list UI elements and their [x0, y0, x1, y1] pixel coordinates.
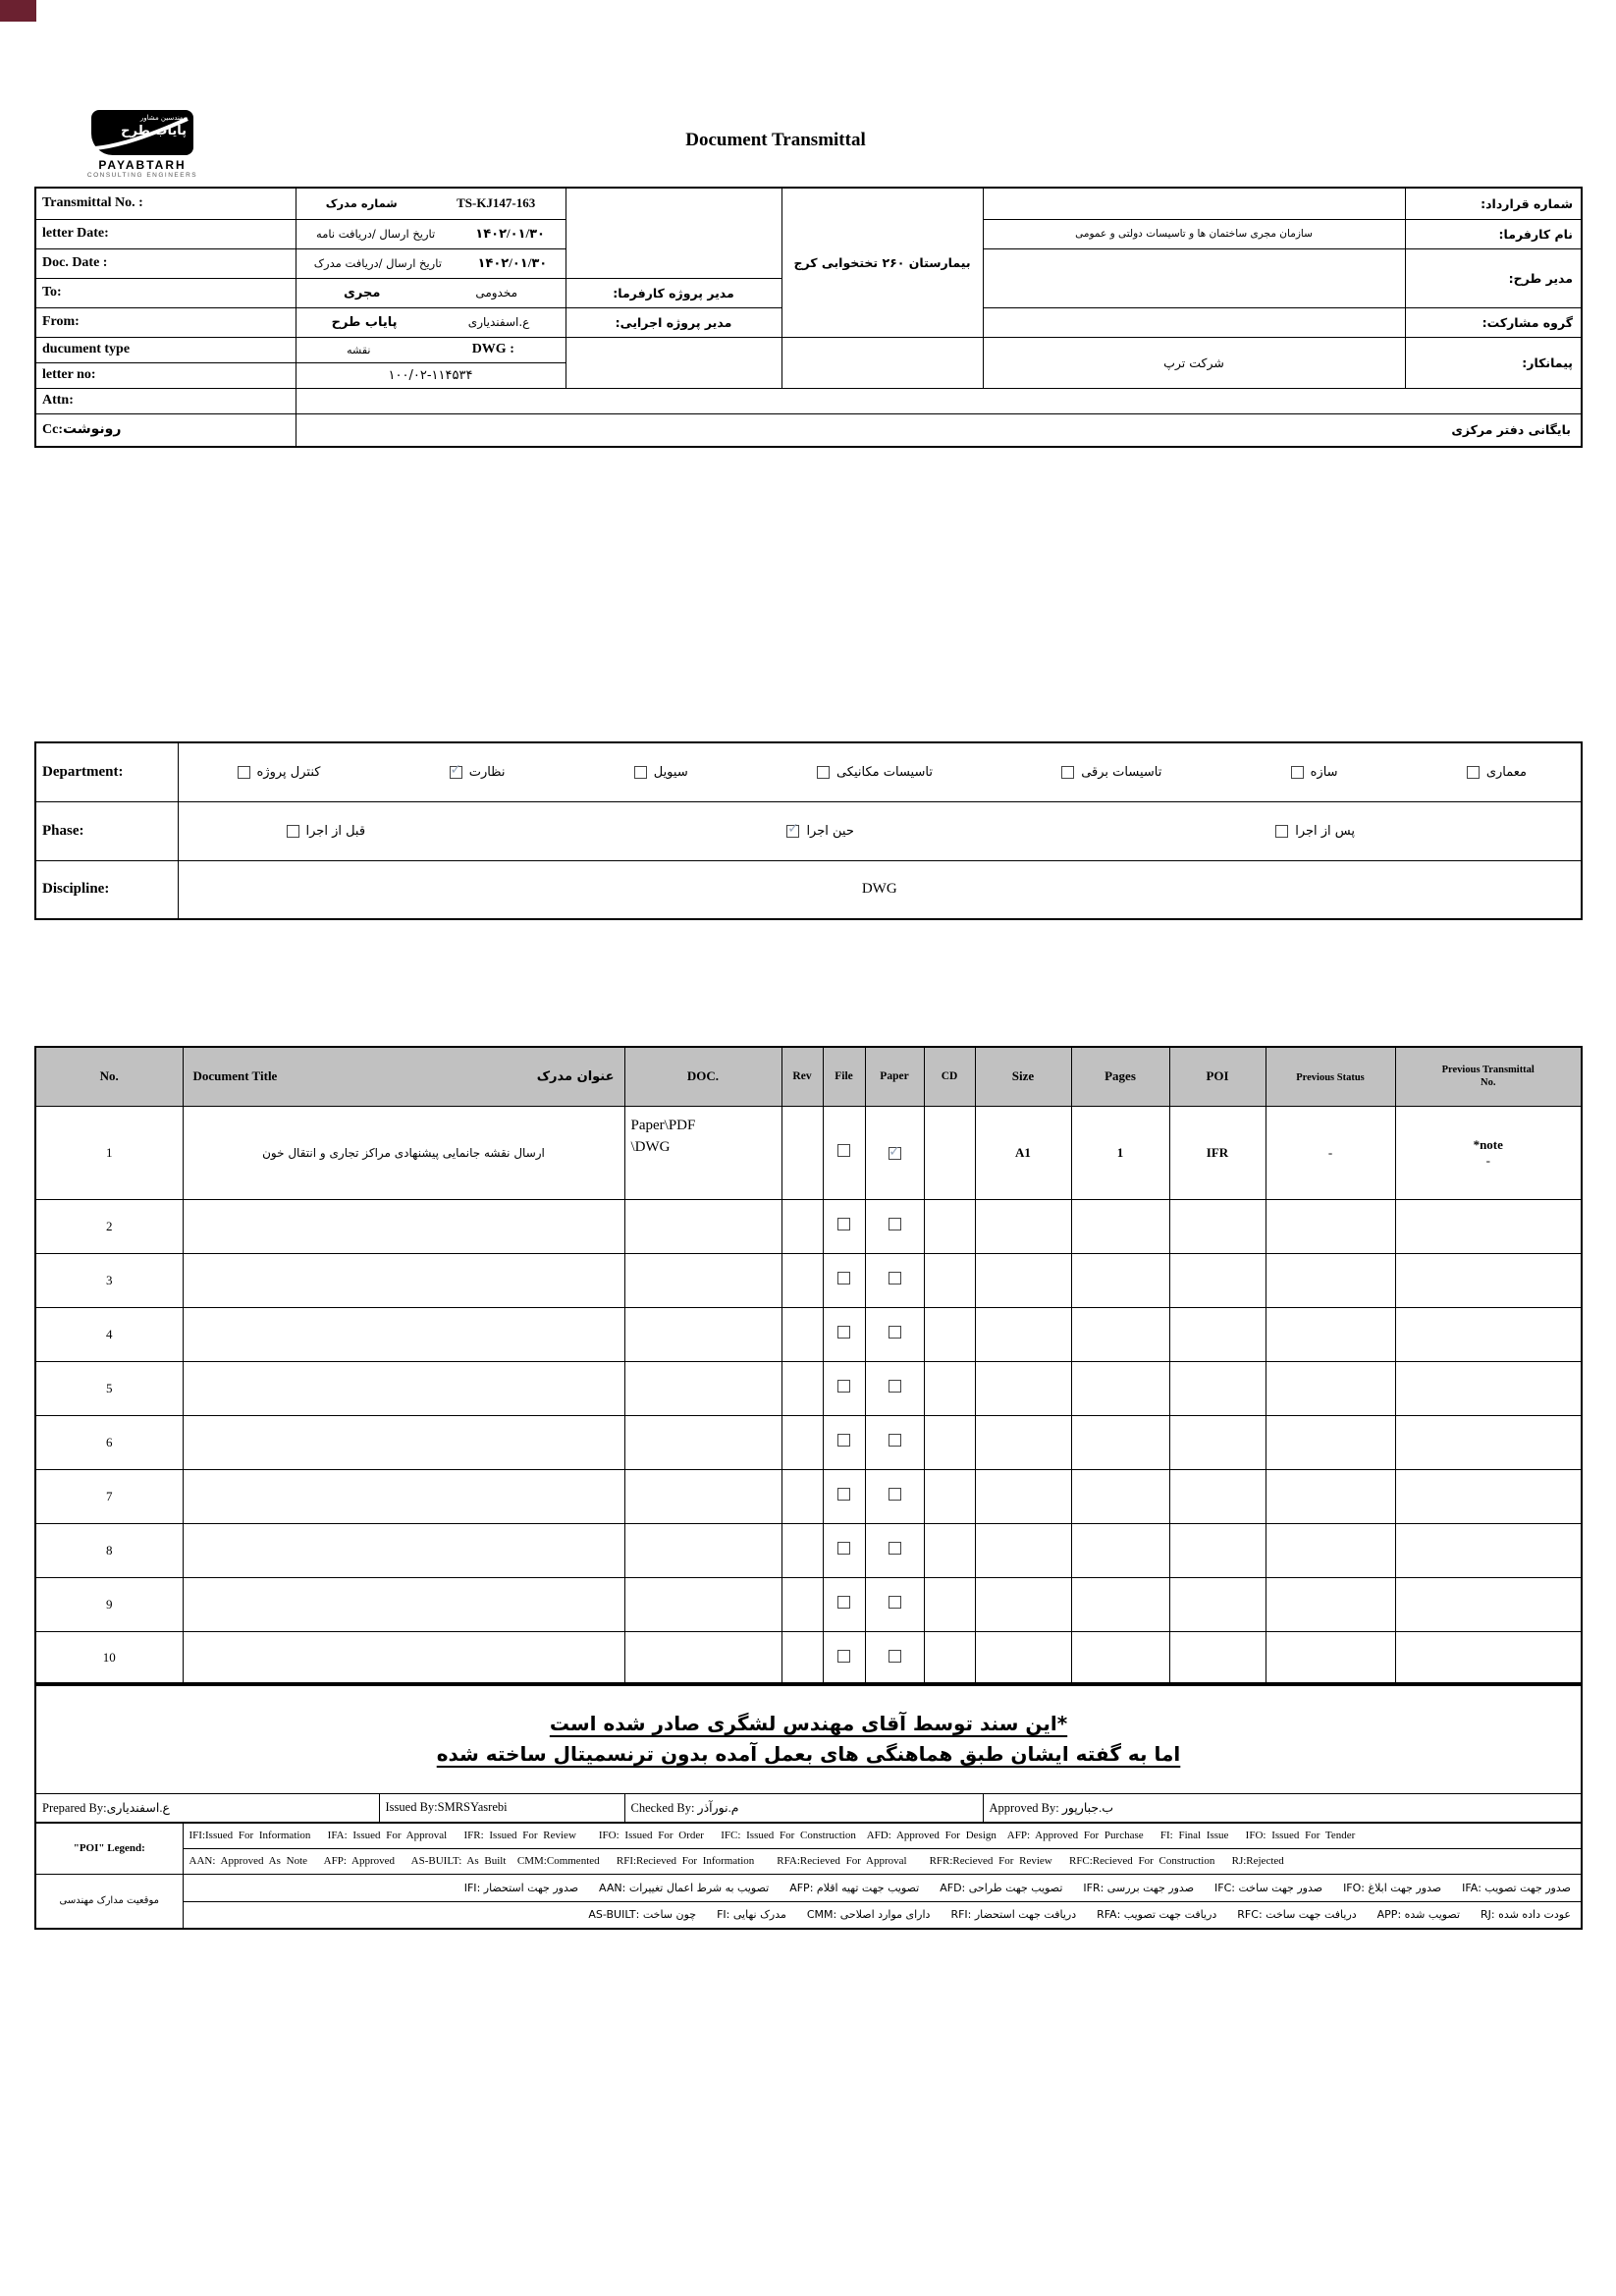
row-poi-cell [1169, 1577, 1266, 1631]
doc-date-label: Doc. Date : [35, 248, 296, 278]
header-title-fa: عنوان مدرک [536, 1068, 615, 1084]
row-title-cell [183, 1253, 624, 1307]
doc-date-fa-label: تاریخ ارسال /دریافت مدرک [313, 256, 442, 270]
doc-row-9 [35, 1577, 1582, 1631]
row-size-cell [975, 1577, 1071, 1631]
letter-date-label: letter Date: [35, 219, 296, 248]
row-paper-cell [865, 1361, 924, 1415]
row-rev-cell [781, 1307, 823, 1361]
empty-cell [781, 337, 983, 388]
row-doc-cell [624, 1307, 781, 1361]
row-doc-cell [624, 1631, 781, 1685]
contractor-label: پیمانکار: [1405, 337, 1582, 388]
checkbox-icon[interactable] [817, 766, 830, 779]
row-prevtransmittal-cell [1395, 1307, 1582, 1361]
row-rev-cell [781, 1523, 823, 1577]
row-no: 3 [35, 1253, 183, 1307]
row-pages-cell [1071, 1523, 1169, 1577]
row-paper-cell [865, 1253, 924, 1307]
prepared-by: Prepared By:ع.اسفندیاری [35, 1793, 379, 1823]
file-checkbox[interactable] [837, 1326, 850, 1339]
dept-option-civil[interactable] [634, 765, 688, 780]
row-prevstatus-cell [1266, 1577, 1395, 1631]
dept-option-supervision[interactable] [450, 765, 506, 780]
row-no: 8 [35, 1523, 183, 1577]
dept-option-mechanical[interactable] [817, 765, 933, 780]
transmittal-no-label: Transmittal No. : [35, 188, 296, 219]
row-prev-value: - [1485, 1152, 1490, 1168]
row-poi: IFR [1169, 1106, 1266, 1199]
row-file-cell [823, 1523, 865, 1577]
poi-legend-line-2: AAN: Approved As Note AFP: Approved AS-BUILT: As Built CMM:Commented RFI:Recieved For Information RFA:Recieved For Approval RFR:Recieved For Review RFC:Recieved For Construction RJ:Rejected [183, 1848, 1582, 1874]
row-paper-cell [865, 1106, 924, 1199]
phase-options [179, 824, 1582, 839]
dept-option-label: سیویل [653, 764, 688, 780]
row-title-cell [183, 1577, 624, 1631]
row-paper-cell [865, 1469, 924, 1523]
row-doc-cell [624, 1415, 781, 1469]
row-pages-cell [1071, 1415, 1169, 1469]
header-size: Size [975, 1047, 1071, 1106]
row-prevstatus-cell [1266, 1469, 1395, 1523]
header-rev: Rev [781, 1047, 823, 1106]
file-checkbox[interactable] [837, 1596, 850, 1609]
row-size-cell [975, 1253, 1071, 1307]
cc-label: Cc:رونوشت [35, 413, 296, 447]
contractor-value: شرکت ترپ [983, 337, 1405, 388]
row-paper-cell [865, 1199, 924, 1253]
paper-checkbox[interactable] [889, 1650, 901, 1663]
row-file-cell [823, 1106, 865, 1199]
checkbox-icon[interactable] [1061, 766, 1074, 779]
letter-date-value: ۱۴۰۲/۰۱/۳۰ [475, 226, 545, 241]
row-poi-cell [1169, 1361, 1266, 1415]
row-rev-cell [781, 1631, 823, 1685]
row-cd-cell [924, 1631, 975, 1685]
row-file-cell [823, 1307, 865, 1361]
file-checkbox[interactable] [837, 1488, 850, 1501]
row-cd-cell [924, 1469, 975, 1523]
doc-row-7 [35, 1469, 1582, 1523]
header-document-title [183, 1047, 624, 1106]
design-manager-label: مدیر طرح: [1405, 248, 1582, 307]
header-doc: DOC. [624, 1047, 781, 1106]
dept-option-label: نظارت [468, 764, 506, 780]
row-pages: 1 [1071, 1106, 1169, 1199]
checkbox-icon[interactable] [287, 825, 299, 838]
row-doc-cell [624, 1361, 781, 1415]
row-rev-cell [781, 1361, 823, 1415]
row-no: 7 [35, 1469, 183, 1523]
row-no: 6 [35, 1415, 183, 1469]
to-cell [296, 278, 566, 307]
file-checkbox[interactable] [837, 1542, 850, 1555]
row-pages-cell [1071, 1631, 1169, 1685]
row-poi-cell [1169, 1199, 1266, 1253]
logo-company-name: PAYABTARH [98, 158, 187, 172]
row-size: A1 [975, 1106, 1071, 1199]
documents-header-row [35, 1047, 1582, 1106]
row-file-cell [823, 1253, 865, 1307]
dept-option-label: کنترل پروژه [256, 764, 321, 780]
file-checkbox[interactable] [837, 1434, 850, 1447]
row-pages-cell [1071, 1469, 1169, 1523]
row-size-cell [975, 1415, 1071, 1469]
approved-by: Approved By: ب.جبارپور [983, 1793, 1582, 1823]
checkbox-icon[interactable] [1467, 766, 1480, 779]
exec-pm-value: ع.اسفندیاری [467, 315, 530, 329]
discipline-value: DWG [178, 860, 1582, 919]
consortium-value-cell [983, 307, 1405, 337]
letter-no-label: letter no: [35, 362, 296, 388]
client-pm-label: مدیر پروژه کارفرما: [566, 278, 781, 307]
info-row-transmittal-no [35, 188, 1582, 219]
doc-row-3 [35, 1253, 1582, 1307]
letter-date-fa-label: تاریخ ارسال /دریافت نامه [316, 227, 436, 241]
row-paper-cell [865, 1307, 924, 1361]
paper-checkbox[interactable] [889, 1326, 901, 1339]
dept-option-sazeh[interactable] [1291, 765, 1338, 780]
dept-option-project-control[interactable] [238, 765, 321, 780]
row-prevtransmittal-cell [1395, 1631, 1582, 1685]
row-prevstatus-cell [1266, 1307, 1395, 1361]
row-rev-cell [781, 1415, 823, 1469]
design-manager-value-cell [983, 248, 1405, 307]
dept-option-memari[interactable] [1467, 765, 1527, 780]
row-no: 5 [35, 1361, 183, 1415]
paper-checkbox[interactable] [889, 1488, 901, 1501]
row-prevtransmittal-cell [1395, 1253, 1582, 1307]
paper-checkbox[interactable] [889, 1272, 901, 1285]
doc-type-label: ducument type [35, 337, 296, 362]
row-doc-type [624, 1106, 781, 1199]
discipline-label: Discipline: [35, 860, 178, 919]
row-doc-cell [624, 1523, 781, 1577]
row-no: 1 [35, 1106, 183, 1199]
consortium-label: گروه مشارکت: [1405, 307, 1582, 337]
row-cd-cell [924, 1199, 975, 1253]
row-prevstatus-cell [1266, 1253, 1395, 1307]
row-cd-cell [924, 1307, 975, 1361]
contract-no-value-cell [983, 188, 1405, 219]
row-prevtransmittal-cell [1395, 1469, 1582, 1523]
note-cell [35, 1683, 1582, 1793]
row-pages-cell [1071, 1199, 1169, 1253]
row-cd-cell [924, 1106, 975, 1199]
issued-by: Issued By:SMRSYasrebi [379, 1793, 624, 1823]
row-rev-cell [781, 1199, 823, 1253]
row-prev-note: *note [1473, 1136, 1503, 1152]
phase-option-label: حین اجرا [806, 823, 854, 839]
row-prevtransmittal-cell [1395, 1415, 1582, 1469]
classification-table [34, 741, 1583, 920]
row-doc-line1: Paper\PDF [630, 1117, 696, 1133]
paper-checkbox[interactable] [889, 1380, 901, 1393]
row-size-cell [975, 1523, 1071, 1577]
row-title-cell [183, 1199, 624, 1253]
transmittal-no-cell [296, 188, 566, 219]
employer-label: نام کارفرما: [1405, 219, 1582, 248]
doc-row-5 [35, 1361, 1582, 1415]
header-pages: Pages [1071, 1047, 1169, 1106]
row-size-cell [975, 1199, 1071, 1253]
dept-option-electrical[interactable] [1061, 765, 1161, 780]
department-row [35, 742, 1582, 801]
checkbox-icon[interactable] [786, 825, 799, 838]
phase-row [35, 801, 1582, 860]
empty-cell [566, 337, 781, 388]
row-cd-cell [924, 1577, 975, 1631]
attn-value-cell [296, 388, 1582, 413]
letter-date-cell [296, 219, 566, 248]
department-options-cell [178, 742, 1582, 801]
file-checkbox[interactable] [837, 1218, 850, 1230]
poi-legend-row-2 [35, 1848, 1582, 1874]
file-checkbox[interactable] [837, 1272, 850, 1285]
row-cd-cell [924, 1361, 975, 1415]
fa-legend-label: موقعیت مدارک مهندسی [35, 1874, 183, 1929]
row-no: 4 [35, 1307, 183, 1361]
attn-label: Attn: [35, 388, 296, 413]
row-pages-cell [1071, 1253, 1169, 1307]
fa-legend-row-2 [35, 1901, 1582, 1929]
page-title: Document Transmittal [685, 130, 866, 150]
logo-fa-tagline: مهندسین مشاور [139, 114, 187, 122]
row-doc-cell [624, 1577, 781, 1631]
row-prevtransmittal-cell [1395, 1523, 1582, 1577]
client-pm-value: مخدومی [475, 286, 518, 300]
row-title-cell [183, 1307, 624, 1361]
doc-row-8 [35, 1523, 1582, 1577]
row-cd-cell [924, 1415, 975, 1469]
phase-option-after[interactable] [1275, 824, 1355, 839]
row-prevstatus-cell [1266, 1523, 1395, 1577]
row-poi-cell [1169, 1469, 1266, 1523]
project-name: بیمارستان ۲۶۰ تختخوابی کرج [781, 188, 983, 337]
row-title-cell [183, 1523, 624, 1577]
fa-legend-line-1: صدور جهت تصویب :IFA صدور جهت ابلاغ :IFO صدور جهت ساخت :IFC صدور جهت بررسی :IFR تصویب جهت طراحی :AFD تصویب جهت تهیه اقلام :AFP تصویب به شرط اعمال تغییرات :AAN صدور جهت استحضار :IFI [183, 1874, 1582, 1901]
doc-row-2 [35, 1199, 1582, 1253]
checkbox-icon[interactable] [1291, 766, 1304, 779]
row-prevtransmittal-cell [1395, 1577, 1582, 1631]
row-prevtransmittal-cell [1395, 1199, 1582, 1253]
dept-option-label: تاسیسات برقی [1081, 764, 1162, 780]
doc-type-value: DWG : [471, 342, 514, 356]
doc-row-6 [35, 1415, 1582, 1469]
row-file-cell [823, 1631, 865, 1685]
row-title-cell [183, 1631, 624, 1685]
from-fa-value: پایاب طرح [331, 314, 398, 330]
row-pages-cell [1071, 1577, 1169, 1631]
row-doc-cell [624, 1253, 781, 1307]
row-pages-cell [1071, 1307, 1169, 1361]
dept-option-label: معماری [1485, 764, 1527, 780]
paper-checkbox[interactable] [889, 1542, 901, 1555]
from-cell [296, 307, 566, 337]
poi-legend-label: "POI" Legend: [35, 1823, 183, 1874]
from-label: From: [35, 307, 296, 337]
row-rev-cell [781, 1577, 823, 1631]
phase-option-during[interactable] [786, 824, 853, 839]
header-paper: Paper [865, 1047, 924, 1106]
phase-option-label: قبل از اجرا [305, 823, 366, 839]
row-previous-status: - [1266, 1106, 1395, 1199]
row-title-cell [183, 1415, 624, 1469]
row-doc-cell [624, 1469, 781, 1523]
row-title-cell [183, 1469, 624, 1523]
note-signature-table [34, 1682, 1583, 1824]
row-size-cell [975, 1361, 1071, 1415]
info-row-cc [35, 413, 1582, 447]
paper-checkbox[interactable] [889, 1218, 901, 1230]
cc-value: بایگانی دفتر مرکزی [296, 413, 1582, 447]
row-file-cell [823, 1577, 865, 1631]
row-cd-cell [924, 1253, 975, 1307]
file-checkbox[interactable] [837, 1380, 850, 1393]
row-poi-cell [1169, 1415, 1266, 1469]
row-prevstatus-cell [1266, 1631, 1395, 1685]
row-paper-cell [865, 1577, 924, 1631]
discipline-row [35, 860, 1582, 919]
poi-legend-row-1 [35, 1823, 1582, 1848]
info-row-doc-type [35, 337, 1582, 362]
row-file-cell [823, 1415, 865, 1469]
dept-option-label: سازه [1310, 764, 1338, 780]
transmittal-no-fa-label: شماره مدرک [325, 196, 398, 211]
header-no: No. [35, 1047, 183, 1106]
row-paper-cell [865, 1631, 924, 1685]
row-file-cell [823, 1199, 865, 1253]
doc-date-value: ۱۴۰۲/۰۱/۳۰ [477, 255, 548, 270]
fa-legend-line-2: عودت داده شده :RJ تصویب شده :APP دریافت جهت ساخت :RFC دریافت جهت تصویب :RFA دریافت جهت استحضار :RFI دارای موارد اصلاحی :CMM مدرک نهایی :FI چون ساخت :AS-BUILT [183, 1901, 1582, 1929]
dept-option-label: تاسیسات مکانیکی [835, 764, 933, 780]
doc-row-10 [35, 1631, 1582, 1685]
header-file: File [823, 1047, 865, 1106]
paper-checkbox[interactable] [889, 1434, 901, 1447]
doc-row-1 [35, 1106, 1582, 1199]
file-checkbox[interactable] [837, 1650, 850, 1663]
signature-row [35, 1793, 1582, 1823]
row-no: 2 [35, 1199, 183, 1253]
poi-legend-line-1: IFI:Issued For Information IFA: Issued For Approval IFR: Issued For Review IFO: Issued For Order IFC: Issued For Construction AFD: Approved For Design AFP: Approved For Purchase FI: Final Issue IFO: Issued For Tender [183, 1823, 1582, 1848]
row-file-cell [823, 1361, 865, 1415]
row-rev-cell [781, 1253, 823, 1307]
info-row-attn [35, 388, 1582, 413]
row-prevstatus-cell [1266, 1361, 1395, 1415]
phase-option-before[interactable] [287, 824, 366, 839]
phase-options-cell [178, 801, 1582, 860]
row-rev-cell [781, 1106, 823, 1199]
checked-by: Checked By: م.نورآذر [624, 1793, 983, 1823]
row-poi-cell [1169, 1307, 1266, 1361]
checkbox-icon[interactable] [634, 766, 647, 779]
logo-fa-name: پایاب طرح [121, 124, 187, 138]
header-cd: CD [924, 1047, 975, 1106]
checkbox-icon[interactable] [1275, 825, 1288, 838]
paper-checkbox[interactable] [889, 1147, 901, 1160]
logo-company-subtitle: CONSULTING ENGINEERS [86, 172, 198, 179]
checkbox-icon[interactable] [238, 766, 250, 779]
file-checkbox[interactable] [837, 1144, 850, 1157]
doc-type-cell [296, 337, 566, 362]
note-line-2: اما به گفته ایشان طبق هماهنگی های بعمل آمده بدون ترنسمیتال ساخته شده [436, 1741, 1181, 1766]
fa-legend-row-1 [35, 1874, 1582, 1901]
row-cd-cell [924, 1523, 975, 1577]
header-poi: POI [1169, 1047, 1266, 1106]
phase-label: Phase: [35, 801, 178, 860]
header-title-en: Document Title [192, 1068, 278, 1084]
paper-checkbox[interactable] [889, 1596, 901, 1609]
documents-table [34, 1046, 1583, 1686]
exec-pm-label: مدیر پروژه اجرایی: [566, 307, 781, 337]
row-previous-transmittal [1395, 1106, 1582, 1199]
row-prevstatus-cell [1266, 1415, 1395, 1469]
row-prevtransmittal-cell [1395, 1361, 1582, 1415]
row-poi-cell [1169, 1523, 1266, 1577]
row-doc-cell [624, 1199, 781, 1253]
transmittal-no-value: TS-KJ147-163 [457, 195, 536, 211]
row-no: 10 [35, 1631, 183, 1685]
employer-value: سازمان مجری ساختمان ها و تاسیسات دولتی و عمومی [983, 219, 1405, 248]
row-paper-cell [865, 1523, 924, 1577]
row-no: 9 [35, 1577, 183, 1631]
row-size-cell [975, 1469, 1071, 1523]
department-label: Department: [35, 742, 178, 801]
note-row [35, 1683, 1582, 1793]
row-poi-cell [1169, 1631, 1266, 1685]
corner-mark [0, 0, 36, 22]
row-file-cell [823, 1469, 865, 1523]
row-size-cell [975, 1307, 1071, 1361]
note-line-1: *این سند توسط آقای مهندس لشگری صادر شده است [549, 1711, 1068, 1735]
transmittal-info-table [34, 187, 1583, 448]
row-prevstatus-cell [1266, 1199, 1395, 1253]
row-paper-cell [865, 1415, 924, 1469]
row-title-cell [183, 1361, 624, 1415]
header-previous-transmittal: Previous Transmittal No. [1395, 1047, 1582, 1106]
doc-type-fa-label: نقشه [347, 343, 371, 356]
row-poi-cell [1169, 1253, 1266, 1307]
to-fa-value: مجری [343, 285, 381, 301]
row-size-cell [975, 1631, 1071, 1685]
letter-no-value: ۱۰۰/۰۲-۱۱۴۵۳۴ [296, 362, 566, 388]
row-title: ارسال نقشه جانمایی پیشنهادی مراکز تجاری و انتقال خون [183, 1106, 624, 1199]
empty-cell [566, 188, 781, 278]
row-doc-line2: \DWG [630, 1139, 671, 1155]
doc-date-cell [296, 248, 566, 278]
department-options [179, 765, 1582, 780]
row-rev-cell [781, 1469, 823, 1523]
phase-option-label: پس از اجرا [1295, 823, 1355, 839]
doc-row-4 [35, 1307, 1582, 1361]
header-previous-status: Previous Status [1266, 1047, 1395, 1106]
contract-no-label: شماره قرارداد: [1405, 188, 1582, 219]
to-label: To: [35, 278, 296, 307]
legend-table [34, 1822, 1583, 1930]
checkbox-icon[interactable] [450, 766, 462, 779]
row-pages-cell [1071, 1361, 1169, 1415]
